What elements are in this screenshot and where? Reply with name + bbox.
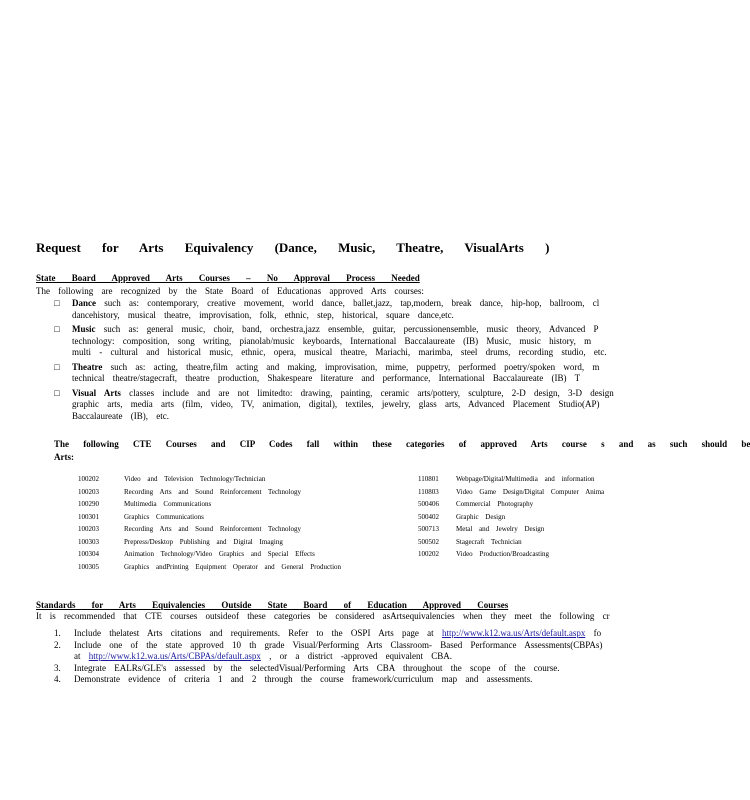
list-number: 1. [54, 628, 61, 638]
list-item-line [74, 651, 618, 663]
list-item-line: Demonstrate evidence of criteria 1 and 2 through the course framework/curriculum map and assessments. [74, 674, 533, 684]
cip-description: Graphics andPrinting Equipment Operator and General Production [124, 562, 342, 571]
list-item-line [72, 362, 618, 374]
list-item-line: graphic arts, media arts (film, video, TV, animation, digital), textiles, jewelry, glass arts, Advanced Placement Studio(AP) [72, 399, 600, 409]
cip-code: 100290 [78, 500, 99, 508]
heading-line: Arts: [54, 452, 74, 462]
list-item [54, 640, 618, 663]
list-item [78, 561, 408, 574]
list-item [78, 498, 408, 511]
cip-code-list-left [78, 473, 408, 573]
cip-description: Webpage/Digital/Multimedia and information [456, 475, 595, 483]
approved-course-list [52, 298, 618, 425]
cip-code: 100303 [78, 537, 99, 546]
list-item-line: dancehistory, musical theatre, improvisation, folk, ethnic, step, historical, square dance,etc. [72, 309, 454, 320]
list-item-text: classes include and are not limitedto: drawing, painting, ceramic arts/pottery, sculpture, 2-D design, 3-D design [129, 387, 614, 398]
list-item-line: technical theatre/stagecraft, theatre production, Shakespeare literature and performance, International Baccalaureate (IB) T [72, 373, 581, 383]
cip-description: Recording Arts and Sound Reinforcement Technology [124, 525, 301, 533]
list-item-line: Integrate EALRs/GLE's assessed by the selectedVisual/Performing Arts CBA throughout the scope of the course. [74, 662, 560, 673]
list-item [418, 523, 618, 536]
list-item [418, 486, 618, 499]
list-number: 4. [54, 674, 61, 684]
list-item [418, 498, 618, 511]
list-item-line [72, 388, 618, 400]
cip-code: 100203 [78, 525, 99, 533]
heading-line: The following CTE Courses and CIP Codes fall within these categories of approved Arts course s and as such should be [54, 439, 750, 449]
cip-description: Recording Arts and Sound Reinforcement Technology [124, 487, 301, 496]
list-item-line: multi - cultural and historical music, ethnic, opera, musical theatre, Mariachi, marimba, steel drums, recording studio, etc. [72, 347, 607, 357]
cip-code: 500713 [418, 525, 439, 533]
section-heading-standards: Standards for Arts Equivalencies Outside State Board of Education Approved Courses [36, 600, 509, 610]
cip-code: 100202 [418, 550, 439, 558]
cte-codes-heading [54, 438, 750, 464]
list-item-line [74, 628, 618, 640]
list-item-theatre [52, 362, 618, 385]
cip-description: Multimedia Communications [124, 500, 212, 508]
square-bullet-icon: □ [54, 298, 60, 308]
list-item-music [52, 324, 618, 359]
cip-code: 100203 [78, 487, 99, 496]
cip-code: 100305 [78, 562, 99, 571]
cip-description: Prepress/Desktop Publishing and Digital Imaging [124, 537, 283, 546]
list-item [54, 674, 618, 686]
list-item [54, 628, 618, 640]
cbpa-link[interactable]: http://www.k12.wa.us/Arts/CBPAs/default.aspx [88, 651, 261, 661]
list-item-keyword: Visual Arts [72, 387, 121, 398]
list-item-text: at [74, 651, 81, 661]
list-item-text: such as: general music, choir, band, orchestra,jazz ensemble, guitar, percussionensemble, music theory, Advanced P [103, 324, 599, 334]
cip-description: Video Game Design/Digital Computer Anima [456, 487, 605, 496]
list-item [54, 663, 618, 675]
cip-description: Stagecraft Technician [456, 537, 522, 546]
cip-code: 500406 [418, 500, 439, 508]
list-number: 2. [54, 639, 61, 650]
list-item-visual-arts [52, 388, 618, 423]
square-bullet-icon: □ [54, 361, 60, 372]
list-item [418, 511, 618, 524]
cip-description: Graphic Design [456, 512, 506, 521]
list-item-text: fo [593, 628, 602, 638]
list-item-keyword: Theatre [72, 361, 103, 372]
list-item-line [72, 298, 618, 310]
section-intro-approved: The following are recognized by the State Board of Educationas approved Arts courses: [36, 286, 424, 296]
list-item-dance [52, 298, 618, 321]
list-number: 3. [54, 662, 61, 673]
list-item-text: such as: acting, theatre,film acting and making, improvisation, mime, puppetry, performed poetry/spoken word, m [110, 361, 600, 372]
list-item [78, 473, 408, 486]
cip-code: 100202 [78, 475, 99, 483]
cip-code: 100304 [78, 550, 99, 558]
cip-code: 110803 [418, 487, 439, 496]
cip-code-list-right [418, 473, 618, 561]
list-item-text: Include thelatest Arts citations and requirements. Refer to the OSPI Arts page at [74, 628, 434, 638]
list-item-line: Baccalaureate (IB), etc. [72, 410, 169, 421]
cip-description: Graphics Communications [124, 512, 204, 521]
cip-description: Commercial Photography [456, 500, 534, 508]
page-title: Request for Arts Equivalency (Dance, Music, Theatre, VisualArts ) [36, 240, 550, 255]
cip-code: 110801 [418, 475, 439, 483]
list-item-keyword: Music [72, 324, 96, 334]
list-item [418, 548, 618, 561]
list-item [418, 536, 618, 549]
list-item [78, 486, 408, 499]
section-heading-approved: State Board Approved Arts Courses – No Approval Process Needed [36, 273, 420, 283]
square-bullet-icon: □ [54, 387, 60, 398]
ospi-arts-link[interactable]: http://www.k12.wa.us/Arts/default.aspx [441, 628, 586, 638]
list-item [78, 523, 408, 536]
list-item [78, 548, 408, 561]
list-item-text: such as: contemporary, creative movement, world dance, ballet,jazz, tap,modern, break dance, hip-hop, ballroom, cl [104, 298, 600, 308]
cip-description: Video Production/Broadcasting [456, 550, 550, 558]
standards-list [54, 628, 618, 686]
cip-description: Video and Television Technology/Technician [124, 475, 266, 483]
list-item-text: , or a district -approved equivalent CBA. [269, 651, 453, 661]
list-item-keyword: Dance [72, 298, 96, 308]
section-intro-standards: It is recommended that CTE courses outsideof these categories be considered asArtsequivalencies when they meet the following cr [36, 611, 610, 621]
list-item-line [72, 324, 618, 336]
cip-description: Animation Technology/Video Graphics and Special Effects [124, 550, 315, 558]
list-item-line: Include one of the state approved 10 th grade Visual/Performing Arts Classroom- Based Performance Assessments(CBPAs) [74, 639, 603, 650]
cip-description: Metal and Jewelry Design [456, 525, 545, 533]
list-item [78, 511, 408, 524]
list-item [418, 473, 618, 486]
square-bullet-icon: □ [54, 324, 60, 334]
cip-code: 500502 [418, 537, 439, 546]
cip-code: 100301 [78, 512, 99, 521]
list-item-line: technology: composition, song writing, pianolab/music keyboards, International Baccalaureate (IB) Music, music history, m [72, 335, 592, 346]
list-item [78, 536, 408, 549]
cip-code: 500402 [418, 512, 439, 521]
